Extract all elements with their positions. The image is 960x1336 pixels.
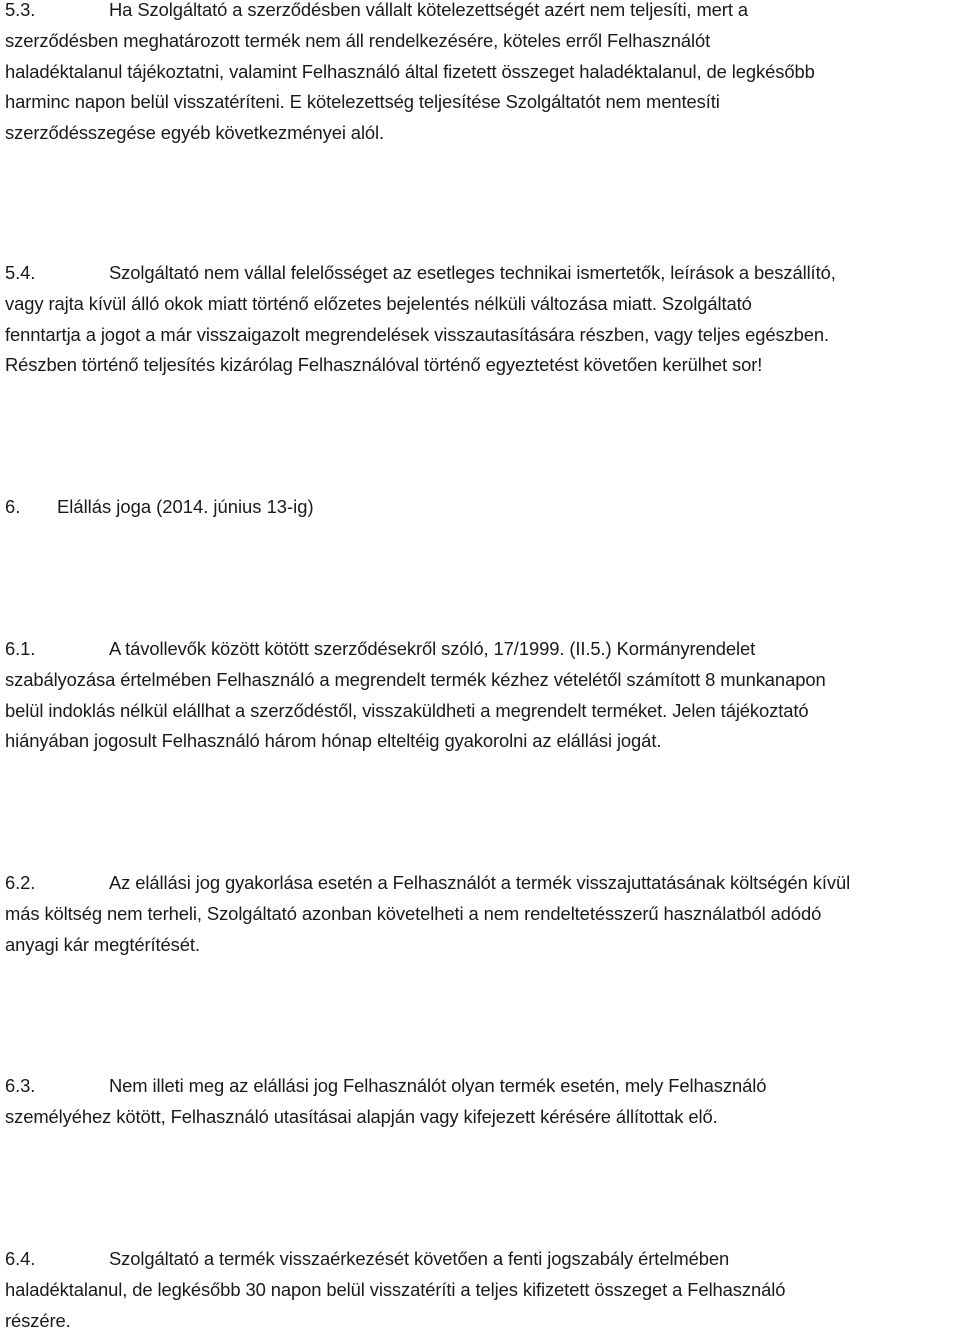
- section-number: 6.: [5, 496, 21, 517]
- paragraph-line: hiányában jogosult Felhasználó három hónap elteltéig gyakorolni az elállási jogát.: [5, 730, 662, 752]
- paragraph-line: Szolgáltató a termék visszaérkezését követően a fenti jogszabály értelmében: [109, 1248, 730, 1269]
- section-number: 5.4.: [5, 262, 36, 283]
- section-title: Elállás joga (2014. június 13-ig): [57, 496, 314, 517]
- paragraph-line: szerződésszegése egyéb következményei alól.: [5, 122, 385, 144]
- paragraph-line: személyéhez kötött, Felhasználó utasításai alapján vagy kifejezett kérésére állítottak elő.: [5, 1105, 718, 1127]
- paragraph-line: harminc napon belül visszatéríteni. E kötelezettség teljesítése Szolgáltatót nem mentesíti: [5, 91, 720, 113]
- section-number: 6.3.: [5, 1075, 36, 1096]
- paragraph-line: A távollevők között kötött szerződésekről szóló, 17/1999. (II.5.) Kormányrendelet: [109, 638, 756, 659]
- paragraph-line: Az elállási jog gyakorlása esetén a Felhasználót a termék visszajuttatásának költségén kívül: [109, 872, 851, 893]
- paragraph-line: szabályozása értelmében Felhasználó a megrendelt termék kézhez vételétől számított 8 munkanapon: [5, 668, 826, 690]
- section-heading-6: [5, 492, 314, 523]
- paragraph-line: szerződésben meghatározott termék nem áll rendelkezésére, köteles erről Felhasználót: [5, 29, 711, 51]
- section-6-4: [5, 1244, 957, 1336]
- section-6-1: [5, 634, 957, 757]
- paragraph-line: haladéktalanul, de legkésőbb 30 napon belül visszatéríti a teljes kifizetett összeget a Felhasználó: [5, 1278, 786, 1300]
- paragraph-line: Részben történő teljesítés kizárólag Felhasználóval történő egyeztetést követően kerülhet sor!: [5, 354, 763, 376]
- section-number: 5.3.: [5, 0, 36, 20]
- paragraph-line: részére.: [5, 1309, 71, 1331]
- section-6-2: [5, 868, 957, 960]
- paragraph-line: anyagi kár megtérítését.: [5, 933, 200, 955]
- section-number: 6.4.: [5, 1248, 36, 1269]
- section-number: 6.1.: [5, 638, 36, 659]
- section-5-3: [5, 0, 957, 149]
- paragraph-line: más költség nem terheli, Szolgáltató azonban követelheti a nem rendeltetésszerű használatból adódó: [5, 902, 822, 924]
- paragraph-line: Ha Szolgáltató a szerződésben vállalt kötelezettségét azért nem teljesíti, mert a: [109, 0, 748, 20]
- paragraph-line: vagy rajta kívül álló okok miatt történő előzetes bejelentés nélküli változása miatt. Szolgáltató: [5, 292, 752, 314]
- paragraph-line: haladéktalanul tájékoztatni, valamint Felhasználó által fizetett összeget haladéktalanul, de legkésőbb: [5, 60, 815, 82]
- paragraph-line: fenntartja a jogot a már visszaigazolt megrendelések visszautasítására részben, vagy teljes egészben.: [5, 323, 830, 345]
- section-number: 6.2.: [5, 872, 36, 893]
- section-6-3: [5, 1071, 957, 1133]
- section-5-4: [5, 258, 957, 381]
- paragraph-line: Nem illeti meg az elállási jog Felhasználót olyan termék esetén, mely Felhasználó: [109, 1075, 767, 1096]
- paragraph-line: belül indoklás nélkül elállhat a szerződéstől, visszaküldheti a megrendelt terméket. Jelen tájékoztató: [5, 699, 809, 721]
- paragraph-line: Szolgáltató nem vállal felelősséget az esetleges technikai ismertetők, leírások a beszállító,: [109, 262, 836, 283]
